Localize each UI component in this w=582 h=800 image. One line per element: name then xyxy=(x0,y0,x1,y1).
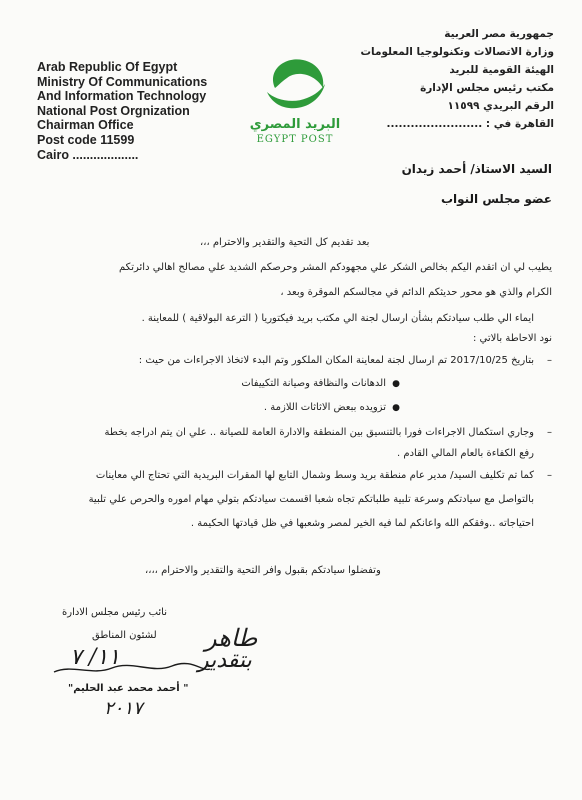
bullet-1: بتاريخ 2017/10/25 تم ارسال لجنة لمعاينة المكان الملكور وتم البدء لاتخاذ الاجراءات من حيث : xyxy=(138,355,534,366)
paragraph-2: ايماء الي طلب سيادتكم بشأن ارسال لجنة الي مكتب بريد فيكتوريا ( الترعة البولاقية ) للمعاينة . xyxy=(141,313,534,324)
egypt-post-logo-icon xyxy=(245,48,345,146)
header-en-line5: Chairman Office xyxy=(37,118,134,132)
greeting: بعد تقديم كل التحية والتقدير والاحترام ،،، xyxy=(200,237,370,248)
header-ar-line5: الرقم البريدي ١١٥٩٩ xyxy=(447,100,554,112)
header-ar-line1: جمهورية مصر العربية xyxy=(444,28,554,40)
bullet-1-sub-1: الدهانات والنظافة وصيانة التكييفات xyxy=(241,378,386,389)
header-ar-line3: الهيئة القومية للبريد xyxy=(449,64,554,76)
addressee-line1: السيد الاستاذ/ أحمد زيدان xyxy=(401,162,552,176)
header-en-line3: And Information Technology xyxy=(37,89,207,103)
sub-bullet-dot-2: ● xyxy=(392,403,400,413)
signature-scribble xyxy=(52,660,212,678)
paragraph-1a: يطيب لي ان اتقدم اليكم بخالص الشكر علي مجهودكم المشر وحرصكم الشديد علي مصالح اهالي دائرتكم xyxy=(119,262,552,273)
closing: وتفضلوا سيادتكم بقبول وافر التحية والتقدير والاحترام ،،،، xyxy=(145,565,381,576)
bullet-2a: وجاري استكمال الاجراءات فورا بالتنسيق بين المنطقة والادارة العامة للصيانة .. علي ان يتم ادراجه بخطة xyxy=(104,427,534,438)
header-en-line7: Cairo ................... xyxy=(37,148,139,162)
paragraph-3: نود الاحاطة بالاتي : xyxy=(473,333,552,344)
signature-title-1: نائب رئيس مجلس الادارة xyxy=(62,607,167,618)
handwritten-date: ١١/ ٧ xyxy=(70,645,120,670)
paragraph-1b: الكرام والذي هو محور حديثكم الدائم في مجالسكم الموقرة وبعد ، xyxy=(280,287,552,298)
bullet-dash-3: – xyxy=(547,470,552,481)
bullet-dash-1: – xyxy=(547,355,552,366)
addressee-line2: عضو مجلس النواب xyxy=(440,192,552,206)
signature-title-2: لشئون المناطق xyxy=(92,630,157,641)
header-ar-line6: القاهرة في : ........................ xyxy=(386,118,554,130)
header-en-line2: Ministry Of Communications xyxy=(37,75,208,89)
bullet-1-sub-2: تزويده ببعض الاثاثات اللازمة . xyxy=(263,402,386,413)
header-en-line1: Arab Republic Of Egypt xyxy=(37,60,178,74)
bullet-2b: رفع الكفاءة بالعام المالي القادم . xyxy=(397,448,534,459)
handwritten-note-1: طاهر xyxy=(205,624,258,652)
signature-name: " أحمد محمد عبد الحليم" xyxy=(68,683,189,694)
bullet-3c: احتياجاته ..وفقكم الله واعانكم لما فيه الخير لمصر وشعبها في ظل قيادتها الحكيمة . xyxy=(190,518,534,529)
bullet-dash-2: – xyxy=(547,427,552,438)
sub-bullet-dot-1: ● xyxy=(392,379,400,389)
handwritten-note-2: بتقدير xyxy=(198,648,252,673)
logo-arabic-text: البريد المصري xyxy=(249,117,341,132)
logo-english-text: EGYPT POST xyxy=(256,134,334,145)
header-ar-line2: وزارة الاتصالات وتكنولوجيا المعلومات xyxy=(360,46,554,58)
bullet-3b: بالتواصل مع سيادتكم وسرعة تلبية طلباتكم تجاه شعبا اقسمت سيادتكم بتولي مهام اموره والحرص علي تلبية xyxy=(88,494,534,505)
header-en-line4: National Post Orgnization xyxy=(37,104,190,118)
bullet-3a: كما تم تكليف السيد/ مدير عام منطقة بريد وسط وشمال التابع لها المقرات البريدية التي تحتاج الي معاينات xyxy=(95,470,534,481)
header-ar-line4: مكتب رئيس مجلس الإدارة xyxy=(420,82,554,94)
handwritten-year: ٢٠١٧ xyxy=(104,698,143,719)
egypt-post-logo xyxy=(245,48,345,146)
header-en-line6: Post code 11599 xyxy=(37,133,135,147)
